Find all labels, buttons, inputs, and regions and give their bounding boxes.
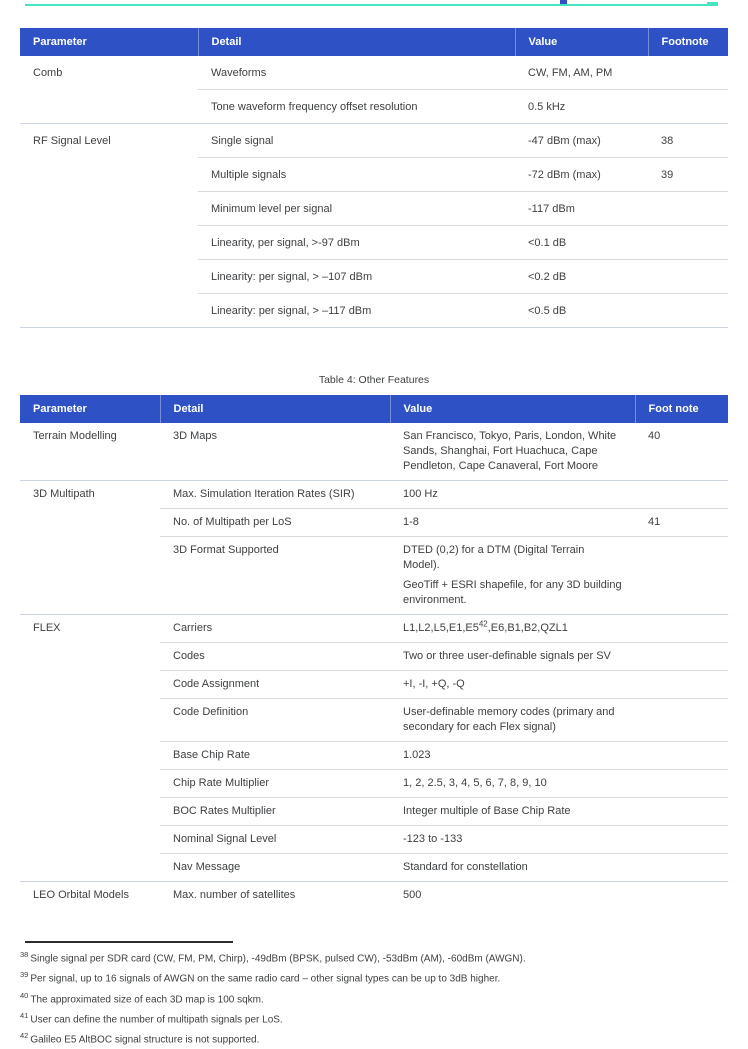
- detail-cell: Linearity, per signal, >-97 dBm: [198, 226, 515, 260]
- document-page: [20, 28, 728, 1049]
- detail-cell: Chip Rate Multiplier: [160, 770, 390, 798]
- footnote-separator-rule: [25, 941, 233, 943]
- footnote-ref-cell: [635, 699, 728, 742]
- value-cell: -123 to -133: [390, 826, 635, 854]
- value-paragraph: DTED (0,2) for a DTM (Digital Terrain Model).: [403, 544, 585, 571]
- footnote-ref-cell: [648, 226, 728, 260]
- detail-cell: Single signal: [198, 124, 515, 158]
- footnote-ref-cell: [635, 643, 728, 671]
- parameter-cell: Comb: [33, 67, 63, 79]
- detail-cell: Max. number of satellites: [160, 882, 390, 910]
- column-header-detail: Detail: [198, 28, 515, 56]
- value-cell: User-definable memory codes (primary and secondary for each Flex signal): [390, 699, 635, 742]
- detail-cell: Base Chip Rate: [160, 742, 390, 770]
- detail-cell: 3D Format Supported: [160, 537, 390, 615]
- footnote-line: $^{40}$ The approximated size of each 3D map is 100 sqkm.: [20, 990, 264, 1005]
- detail-cell: Tone waveform frequency offset resolution: [198, 90, 515, 124]
- footnote-ref-cell: [635, 481, 728, 509]
- value-cell: 1.023: [390, 742, 635, 770]
- table-row: [20, 481, 728, 509]
- footnote-line: $^{39}$ Per signal, up to 16 signals of AWGN on the same radio card – other signal types can be up to 3dB higher.: [20, 970, 501, 985]
- footnote-ref-cell: 38: [648, 124, 728, 158]
- footnote-ref-cell: 40: [648, 430, 661, 442]
- value-cell: +I, -I, +Q, -Q: [390, 671, 635, 699]
- footnote-ref-cell: [635, 742, 728, 770]
- top-divider-rule-endcap: [707, 2, 718, 6]
- value-cell: Standard for constellation: [390, 854, 635, 882]
- footnote-marker: 40: [20, 990, 29, 1000]
- parameter-cell: 3D Multipath: [20, 481, 160, 615]
- detail-cell: BOC Rates Multiplier: [160, 798, 390, 826]
- footnote-ref-cell: [648, 294, 728, 328]
- column-header-parameter: Parameter: [20, 395, 160, 423]
- footnote-ref-cell: [635, 615, 728, 643]
- footnote-ref-cell: [635, 537, 728, 615]
- footnote-ref-cell: [648, 192, 728, 226]
- value-cell: <0.2 dB: [515, 260, 648, 294]
- footnote-ref-cell: [635, 854, 728, 882]
- footnote-marker: 38: [20, 950, 29, 959]
- value-cell: [390, 537, 635, 615]
- footnote-ref-cell: 39: [648, 158, 728, 192]
- footnote-ref-cell: [635, 826, 728, 854]
- detail-cell: 3D Maps: [173, 430, 218, 442]
- parameter-cell: LEO Orbital Models: [20, 882, 160, 910]
- detail-cell: No. of Multipath per LoS: [160, 509, 390, 537]
- footnote-line: $^{42}$ Galileo E5 AltBOC signal structure is not supported.: [20, 1031, 260, 1046]
- detail-cell: Waveforms: [211, 67, 267, 79]
- table-row: [20, 423, 728, 481]
- value-cell: San Francisco, Tokyo, Paris, London, White Sands, Shanghai, Fort Huachuca, Cape Pendleton, Cape Canaveral, Fort Moore: [403, 430, 617, 472]
- detail-cell: Code Assignment: [160, 671, 390, 699]
- column-header-footnote: Footnote: [648, 28, 728, 56]
- footnote-superscript: 42: [478, 619, 488, 629]
- value-cell: 1, 2, 2.5, 3, 4, 5, 6, 7, 8, 9, 10: [390, 770, 635, 798]
- column-header-detail: Detail: [160, 395, 390, 423]
- table1-header-row: [20, 28, 728, 56]
- column-header-foot-note: Foot note: [635, 395, 728, 423]
- detail-cell: Multiple signals: [198, 158, 515, 192]
- value-cell: <0.1 dB: [515, 226, 648, 260]
- footnote-line: $^{41}$ User can define the number of multipath signals per LoS.: [20, 1010, 283, 1026]
- detail-cell: Code Definition: [160, 699, 390, 742]
- detail-cell: Linearity: per signal, > –107 dBm: [198, 260, 515, 294]
- value-cell: 100 Hz: [390, 481, 635, 509]
- parameter-cell: Terrain Modelling: [33, 430, 117, 442]
- top-divider-rule: [25, 4, 718, 6]
- footnote-ref-cell: [648, 56, 728, 90]
- footnote-line: $^{38}$ Single signal per SDR card (CW, FM, PM, Chirp), -49dBm (BPSK, pulsed CW), -53dBm (AM), -60dBm (AWGN).: [20, 950, 526, 965]
- footnote-marker: 41: [20, 1010, 29, 1020]
- footnote-marker: 39: [20, 970, 29, 980]
- footnote-ref-cell: [635, 882, 728, 910]
- column-header-parameter: Parameter: [20, 28, 198, 56]
- footnotes-block: [20, 947, 728, 1049]
- table2-body: [20, 423, 728, 909]
- value-cell: -72 dBm (max): [515, 158, 648, 192]
- parameter-cell: FLEX: [20, 615, 160, 882]
- detail-cell: Minimum level per signal: [198, 192, 515, 226]
- footnote-ref-cell: [648, 90, 728, 124]
- detail-cell: Nominal Signal Level: [160, 826, 390, 854]
- value-paragraph: GeoTiff + ESRI shapefile, for any 3D building environment.: [403, 579, 622, 606]
- value-cell: 0.5 kHz: [515, 90, 648, 124]
- detail-cell: Carriers: [160, 615, 390, 643]
- value-cell: <0.5 dB: [515, 294, 648, 328]
- value-cell: 1-8: [390, 509, 635, 537]
- footnote-marker: 42: [20, 1031, 29, 1041]
- parameter-cell: RF Signal Level: [20, 124, 198, 328]
- value-cell: CW, FM, AM, PM: [528, 67, 613, 79]
- detail-cell: Linearity: per signal, > –117 dBm: [198, 294, 515, 328]
- value-cell: -117 dBm: [515, 192, 648, 226]
- table-row: [20, 882, 728, 910]
- footnote-ref-cell: [648, 260, 728, 294]
- table-row: [20, 615, 728, 643]
- table-row: [20, 124, 728, 158]
- value-cell: $L1,L2,L5,E1,E5^{42},E6,B1,B2,QZL1$: [390, 615, 635, 643]
- table2-header-row: [20, 395, 728, 423]
- detail-cell: Codes: [160, 643, 390, 671]
- detail-cell: Nav Message: [160, 854, 390, 882]
- table1-body: [20, 56, 728, 328]
- column-header-value: Value: [515, 28, 648, 56]
- value-cell: Two or three user-definable signals per SV: [390, 643, 635, 671]
- value-cell: -47 dBm (max): [515, 124, 648, 158]
- comb-rf-signal-spec-table: [20, 28, 728, 328]
- column-header-value: Value: [390, 395, 635, 423]
- table4-caption: Table 4: Other Features: [318, 374, 430, 386]
- footnote-ref-cell: [635, 671, 728, 699]
- footnote-ref-cell: 41: [635, 509, 728, 537]
- footnote-ref-cell: [635, 798, 728, 826]
- value-cell: Integer multiple of Base Chip Rate: [390, 798, 635, 826]
- detail-cell: Max. Simulation Iteration Rates (SIR): [160, 481, 390, 509]
- table-row: [20, 56, 728, 90]
- other-features-table: [20, 395, 728, 909]
- footnote-ref-cell: [635, 770, 728, 798]
- value-cell: 500: [390, 882, 635, 910]
